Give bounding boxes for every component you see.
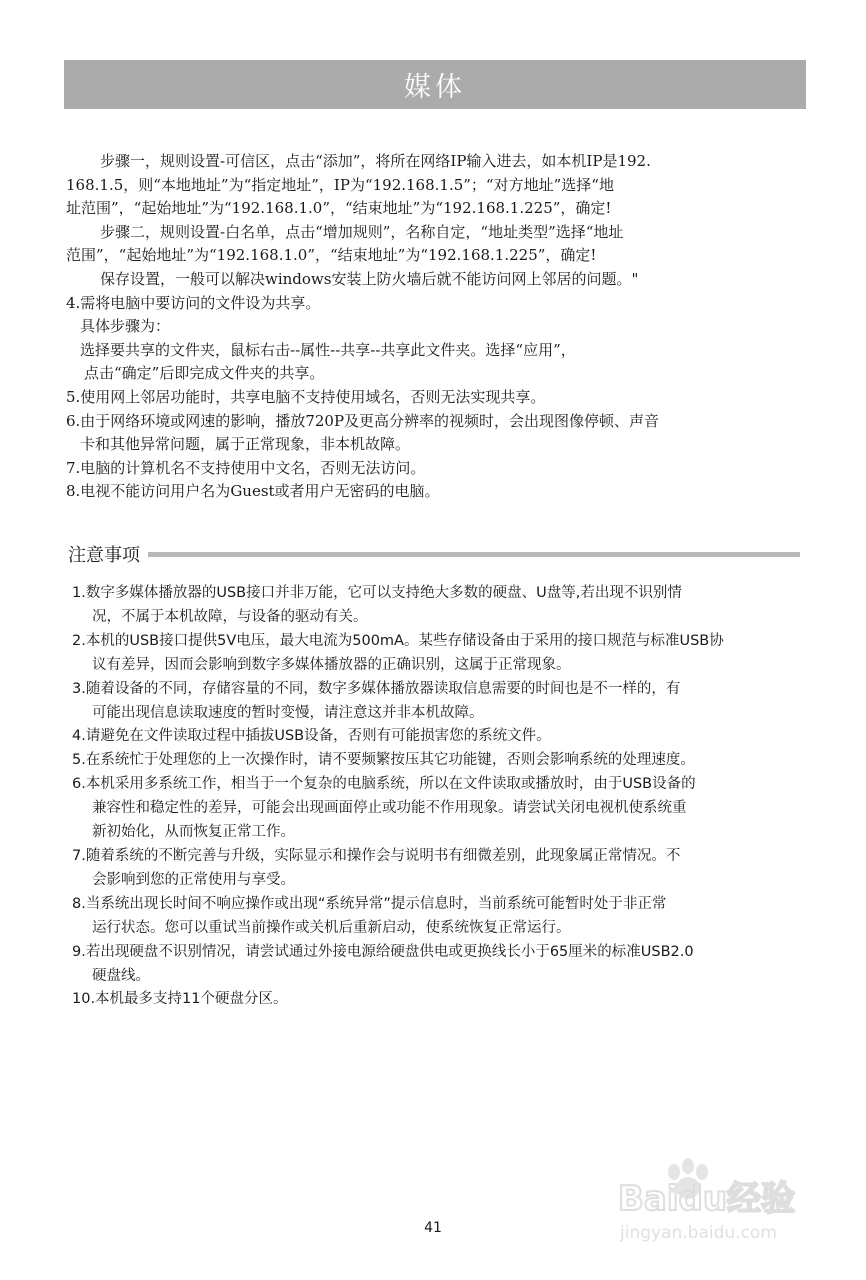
note-line: 兼容性和稳定性的差异，可能会出现画面停止或功能不作用现象。请尝试关闭电视机使系统重 — [92, 800, 687, 817]
text-line: 4.需将电脑中要访问的文件设为共享。 — [66, 293, 321, 312]
note-line: 10.本机最多支持11个硬盘分区。 — [72, 991, 288, 1008]
note-line: 8.当系统出现长时间不响应操作或出现“系统异常”提示信息时，当前系统可能暂时处于非正常 — [72, 895, 667, 912]
note-line: 新初始化，从而恢复正常工作。 — [92, 824, 295, 841]
note-line: 硬盘线。 — [92, 967, 150, 984]
note-line: 运行状态。您可以重试当前操作或关机后重新启动，使系统恢复正常运行。 — [92, 919, 571, 936]
text-line: 5.使用网上邻居功能时，共享电脑不支持使用域名，否则无法实现共享。 — [66, 387, 546, 406]
text-line: 选择要共享的文件夹，鼠标右击--属性--共享--共享此文件夹。选择“应用”， — [80, 340, 576, 359]
text-line: 步骤二，规则设置-白名单，点击“增加规则”，名称自定，“地址类型”选择“地址 — [100, 222, 624, 241]
note-line: 可能出现信息读取速度的暂时变慢，请注意这并非本机故障。 — [92, 704, 484, 721]
note-line: 5.在系统忙于处理您的上一次操作时，请不要频繁按压其它功能键，否则会影响系统的处理速度。 — [72, 752, 695, 769]
text-line: 8.电视不能访问用户名为Guest或者用户无密码的电脑。 — [66, 482, 440, 501]
watermark-url: jingyan.baidu.com — [620, 1223, 777, 1243]
note-line: 7.随着系统的不断完善与升级，实际显示和操作会与说明书有细微差别，此现象属正常情况。不 — [72, 847, 681, 864]
note-line: 3.随着设备的不同，存储容量的不同，数字多媒体播放器读取信息需要的时间也是不一样的，有 — [72, 680, 681, 697]
note-line: 议有差异，因而会影响到数字多媒体播放器的正确识别，这属于正常现象。 — [92, 656, 571, 673]
page-title: 媒体 — [404, 72, 466, 103]
text-line: 点击“确定”后即完成文件夹的共享。 — [84, 364, 325, 383]
note-line: 6.本机采用多系统工作，相当于一个复杂的电脑系统，所以在文件读取或播放时，由于USB设备的 — [72, 776, 696, 793]
text-line: 保存设置，一般可以解决windows安装上防火墙后就不能访问网上邻居的问题。" — [100, 269, 639, 288]
text-line: 范围”，“起始地址”为“192.168.1.0”，“结束地址”为“192.168.1.225”，确定! — [66, 246, 597, 265]
heading-rule — [148, 552, 800, 557]
note-line: 况，不属于本机故障，与设备的驱动有关。 — [92, 608, 368, 625]
text-line: 址范围”，“起始地址”为“192.168.1.0”，“结束地址”为“192.168.1.225”，确定! — [66, 199, 612, 218]
text-line: 具体步骤为： — [80, 317, 171, 336]
text-line: 168.1.5，则“本地地址”为“指定地址”，IP为“192.168.1.5”；“对方地址”选择“地 — [66, 175, 614, 194]
text-line: 7.电脑的计算机名不支持使用中文名，否则无法访问。 — [66, 458, 426, 477]
text-line: 步骤一，规则设置-可信区，点击“添加”，将所在网络IP输入进去，如本机IP是192. — [100, 152, 651, 170]
note-line: 1.数字多媒体播放器的USB接口并非万能，它可以支持绝大多数的硬盘、U盘等,若出现不识别情 — [72, 585, 682, 601]
baidu-jingyan-watermark — [604, 1152, 824, 1248]
note-line: 会影响到您的正常使用与享受。 — [92, 871, 295, 888]
text-line: 卡和其他异常问题，属于正常现象，非本机故障。 — [80, 435, 411, 454]
text-line: 6.由于网络环境或网速的影响，播放720P及更高分辨率的视频时，会出现图像停顿、声音 — [66, 411, 660, 430]
note-line: 4.请避免在文件读取过程中插拔USB设备，否则有可能损害您的系统文件。 — [72, 728, 551, 745]
note-line: 9.若出现硬盘不识别情况，请尝试通过外接电源给硬盘供电或更换线长小于65厘米的标准USB2.0 — [72, 943, 694, 960]
watermark-brand: Baidu经验 — [618, 1179, 796, 1219]
steps-block — [66, 150, 766, 504]
section-header-bar — [64, 60, 806, 109]
page-number: 41 — [424, 1220, 442, 1236]
note-line: 2.本机的USB接口提供5V电压，最大电流为500mA。某些存储设备由于采用的接口规范与标准USB协 — [72, 632, 724, 649]
notes-heading — [68, 540, 800, 568]
notes-list — [72, 582, 812, 1012]
notes-title: 注意事项 — [68, 545, 140, 566]
